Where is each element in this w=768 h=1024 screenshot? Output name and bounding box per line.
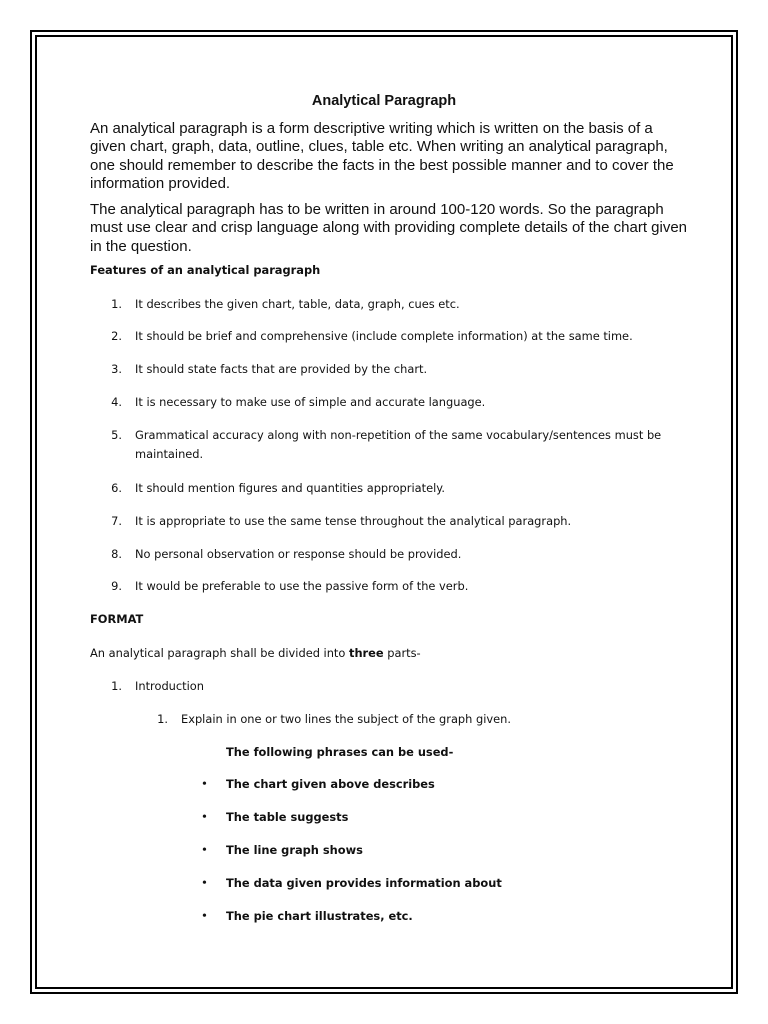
format-intro-prefix: An analytical paragraph shall be divided into	[90, 646, 349, 660]
list-item-text: It should mention figures and quantities appropriately.	[135, 481, 445, 495]
phrase-text: The line graph shows	[226, 843, 363, 857]
document-title: Analytical Paragraph	[311, 93, 457, 109]
list-item-number: 2.	[111, 329, 122, 343]
intro-paragraph-1: An analytical paragraph is a form descriptive writing which is written on the basis of a given chart, graph, data, outline, clues, table etc. When writing an analytical paragraph, one should remember to describe the facts in the best possible manner and to cover the information provided.	[90, 120, 674, 192]
list-item-text: It is appropriate to use the same tense throughout the analytical paragraph.	[135, 514, 572, 528]
bullet-icon: •	[202, 843, 207, 858]
list-item-text: It is necessary to make use of simple and accurate language.	[135, 395, 486, 409]
part-label: Introduction	[135, 679, 204, 693]
format-intro-emphasis: three	[349, 646, 384, 660]
sub-item-number: 1.	[157, 712, 168, 726]
part-number: 1.	[111, 679, 122, 693]
sub-item-text: Explain in one or two lines the subject of the graph given.	[181, 712, 511, 726]
phrase-text: The pie chart illustrates, etc.	[226, 909, 413, 923]
list-item-text: It would be preferable to use the passive form of the verb.	[135, 579, 469, 593]
list-item-number: 4.	[111, 395, 122, 409]
format-heading: FORMAT	[90, 612, 144, 626]
phrases-heading: The following phrases can be used-	[226, 745, 454, 759]
list-item-number: 5.	[111, 428, 122, 442]
phrase-text: The data given provides information about	[226, 876, 502, 890]
list-item-number: 3.	[111, 362, 122, 376]
list-item-text-continued: maintained.	[135, 447, 204, 461]
list-item-text: Grammatical accuracy along with non-repetition of the same vocabulary/sentences must be	[135, 428, 662, 442]
bullet-icon: •	[202, 777, 207, 792]
list-item-number: 8.	[111, 547, 122, 561]
list-item-text: It should be brief and comprehensive (include complete information) at the same time.	[135, 329, 633, 343]
phrase-text: The chart given above describes	[226, 777, 435, 791]
list-item-number: 9.	[111, 579, 122, 593]
list-item-number: 7.	[111, 514, 122, 528]
list-item-text: No personal observation or response should be provided.	[135, 547, 462, 561]
bullet-icon: •	[202, 810, 207, 825]
list-item-text: It should state facts that are provided by the chart.	[135, 362, 428, 376]
bullet-icon: •	[202, 876, 207, 891]
features-heading: Features of an analytical paragraph	[90, 263, 321, 277]
bullet-icon: •	[202, 909, 207, 924]
format-intro	[90, 644, 421, 663]
phrase-text: The table suggests	[226, 810, 349, 824]
format-intro-suffix: parts-	[383, 646, 421, 660]
intro-paragraph-2: The analytical paragraph has to be written in around 100-120 words. So the paragraph must use clear and crisp language along with providing complete details of the chart given in the question.	[90, 201, 688, 255]
list-item-number: 6.	[111, 481, 122, 495]
list-item-text: It describes the given chart, table, data, graph, cues etc.	[135, 297, 460, 311]
list-item-number: 1.	[111, 297, 122, 311]
